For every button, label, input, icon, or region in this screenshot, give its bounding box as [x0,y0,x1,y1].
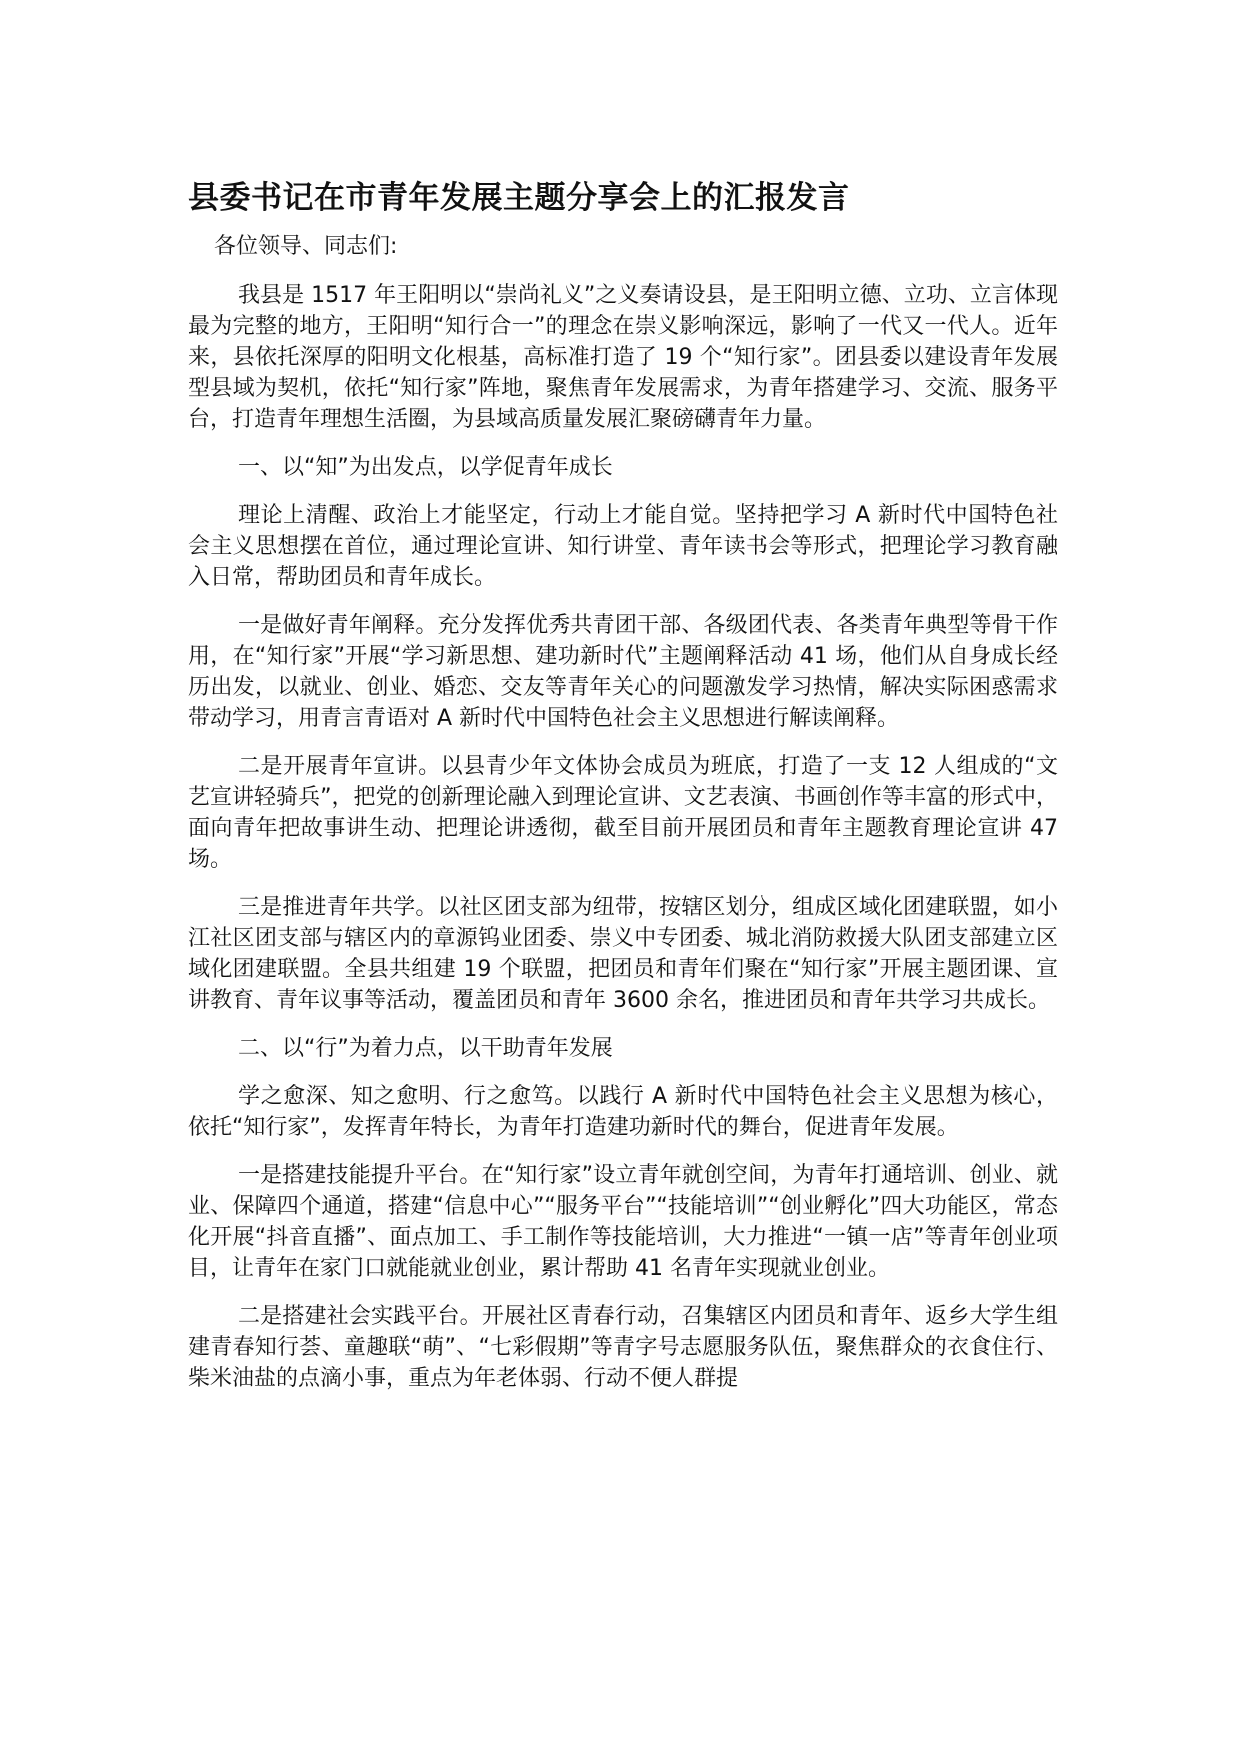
document-title: 县委书记在市青年发展主题分享会上的汇报发言 [188,180,850,216]
document-page [188,176,1058,1411]
paragraph-section-2-intro: 学之愈深、知之愈明、行之愈笃。以践行 A 新时代中国特色社会主义思想为核心，依托“知行家”，发挥青年特长，为青年打造建功新时代的舞台，促进青年发展。 [188,1084,1058,1140]
section-heading-1: 一、以“知”为出发点，以学促青年成长 [238,455,613,480]
paragraph-skills-platform: 一是搭建技能提升平台。在“知行家”设立青年就创空间，为青年打通培训、创业、就业、保障四个通道，搭建“信息中心”“服务平台”“技能培训”“创业孵化”四大功能区，常态化开展“抖音直播”、面点加工、手工制作等技能培训，大力推进“一镇一店”等青年创业项目，让青年在家门口就能就业创业，累计帮助 41 名青年实现就业创业。 [188,1163,1058,1281]
paragraph-practice-platform: 二是搭建社会实践平台。开展社区青春行动，召集辖区内团员和青年、返乡大学生组建青春知行荟、童趣联“萌”、“七彩假期”等青字号志愿服务队伍，聚焦群众的衣食住行、柴米油盐的点滴小事，重点为年老体弱、行动不便人群提 [188,1304,1058,1391]
paragraph-intro: 我县是 1517 年王阳明以“崇尚礼义”之义奏请设县，是王阳明立德、立功、立言体现最为完整的地方，王阳明“知行合一”的理念在崇义影响深远，影响了一代又一代人。近年来，县依托深厚的阳明文化根基，高标准打造了 19 个“知行家”。团县委以建设青年发展型县域为契机，依托“知行家”阵地，聚焦青年发展需求，为青年搭建学习、交流、服务平台，打造青年理想生活圈，为县域高质量发展汇聚磅礴青年力量。 [188,283,1058,432]
salutation: 各位领导、同志们: [214,234,398,259]
paragraph-youth-interpretation: 一是做好青年阐释。充分发挥优秀共青团干部、各级团代表、各类青年典型等骨干作用，在“知行家”开展“学习新思想、建功新时代”主题阐释活动 41 场，他们从自身成长经历出发，以就业、创业、婚恋、交友等青年关心的问题激发学习热情，解决实际困惑需求带动学习，用青言青语对 A 新时代中国特色社会主义思想进行解读阐释。 [188,613,1058,731]
paragraph-youth-lectures: 二是开展青年宣讲。以县青少年文体协会成员为班底，打造了一支 12 人组成的“文艺宣讲轻骑兵”，把党的创新理论融入到理论宣讲、文艺表演、书画创作等丰富的形式中，面向青年把故事讲生动、把理论讲透彻，截至目前开展团员和青年主题教育理论宣讲 47 场。 [188,754,1058,872]
paragraph-youth-colearning: 三是推进青年共学。以社区团支部为纽带，按辖区划分，组成区域化团建联盟，如小江社区团支部与辖区内的章源钨业团委、崇义中专团委、城北消防救援大队团支部建立区域化团建联盟。全县共组建 19 个联盟，把团员和青年们聚在“知行家”开展主题团课、宣讲教育、青年议事等活动，覆盖团员和青年 3600 余名，推进团员和青年共学习共成长。 [188,895,1058,1013]
section-heading-2: 二、以“行”为着力点，以干助青年发展 [238,1036,613,1061]
paragraph-section-1-intro: 理论上清醒、政治上才能坚定，行动上才能自觉。坚持把学习 A 新时代中国特色社会主义思想摆在首位，通过理论宣讲、知行讲堂、青年读书会等形式，把理论学习教育融入日常，帮助团员和青年成长。 [188,503,1058,590]
